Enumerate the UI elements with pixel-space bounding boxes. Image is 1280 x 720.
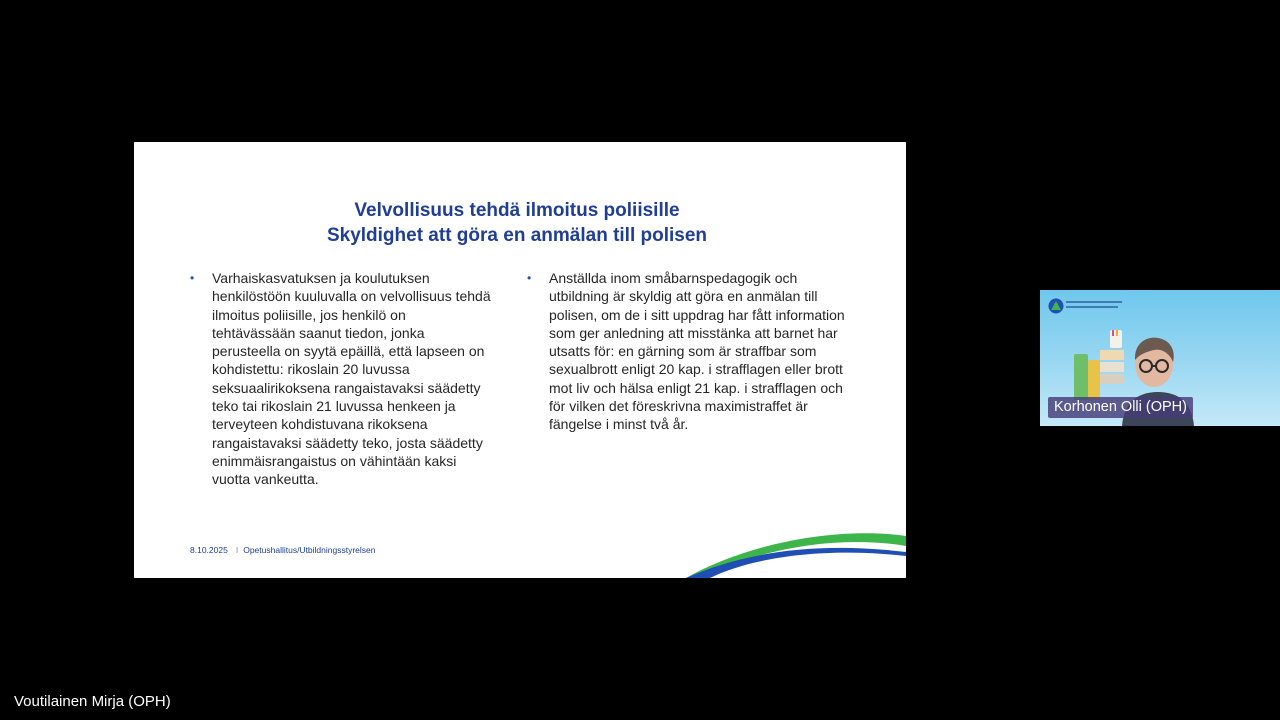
text-line: ilmoitus poliisille, jos henkilö on: [212, 306, 406, 323]
bullet-marker: •: [527, 271, 532, 285]
presenter-name-label: Voutilainen Mirja (OPH): [14, 693, 171, 710]
footer-organization: Opetushallitus/Utbildningsstyrelsen: [243, 545, 376, 555]
text-line: teko tai rikoslain 21 luvussa henkeen ja: [212, 398, 456, 415]
text-line: tehtävässään saanut tiedon, jonka: [212, 324, 425, 341]
finnish-bullet-item: [190, 269, 510, 489]
participant-video-tile[interactable]: [1040, 290, 1280, 426]
organization-logo-icon: [1048, 298, 1064, 314]
slide-title-swedish: Skyldighet att göra en anmälan till polisen: [326, 225, 708, 246]
swedish-bullet-item: [527, 269, 867, 434]
bullet-marker: •: [190, 271, 195, 285]
brand-swoosh-graphic: [686, 526, 906, 578]
slide-title: [134, 198, 900, 248]
participant-name-badge: Korhonen Olli (OPH): [1048, 397, 1193, 418]
text-line: sexualbrott enligt 20 kap. i strafflagen eller brott: [549, 361, 843, 378]
text-line: rangaistavaksi säädetty teko, josta säädetty: [212, 434, 483, 451]
logo-text-mark: [1066, 301, 1122, 303]
text-line: perusteella on syytä epäillä, että lapseen on: [212, 343, 485, 360]
swedish-bullet-list: [527, 269, 867, 434]
text-line: mot liv och hälsa enligt 21 kap. i strafflagen och: [549, 379, 843, 396]
text-line: henkilöstöön kuuluvalla on velvollisuus tehdä: [212, 288, 491, 305]
footer-separator: I: [235, 545, 239, 555]
text-line: Varhaiskasvatuksen ja koulutuksen: [212, 270, 430, 286]
text-line: polisen, om de i sitt uppdrag har fått information: [549, 306, 845, 323]
logo-text-mark: [1066, 306, 1118, 308]
shared-slide: [134, 142, 906, 578]
slide-title-finnish: Velvollisuus tehdä ilmoitus poliisille: [354, 200, 680, 221]
text-line: terveyteen kohdistuvana rikoksena: [212, 416, 428, 433]
text-line: utsatts för: en gärning som är straffbar som: [549, 343, 817, 360]
text-line: fängelse i minst två år.: [549, 416, 689, 433]
finnish-bullet-list: [190, 269, 510, 489]
text-line: som ger anledning att misstänka att barnet har: [549, 324, 838, 341]
text-line: vuotta vankeutta.: [212, 471, 319, 488]
text-line: utbildning är skyldig att göra en anmälan till: [549, 288, 818, 305]
text-line: seksuaalirikoksena rangaistavaksi säädetty: [212, 379, 481, 396]
text-line: för vilken det föreskrivna maximistraffet är: [549, 398, 808, 415]
slide-footer: [190, 545, 376, 555]
text-line: enimmäisrangaistus on vähintään kaksi: [212, 452, 457, 469]
text-line: kohdistettu: rikoslain 20 luvussa: [212, 361, 410, 378]
footer-date: 8.10.2025: [190, 545, 228, 555]
text-line: Anställda inom småbarnspedagogik och: [549, 270, 798, 286]
